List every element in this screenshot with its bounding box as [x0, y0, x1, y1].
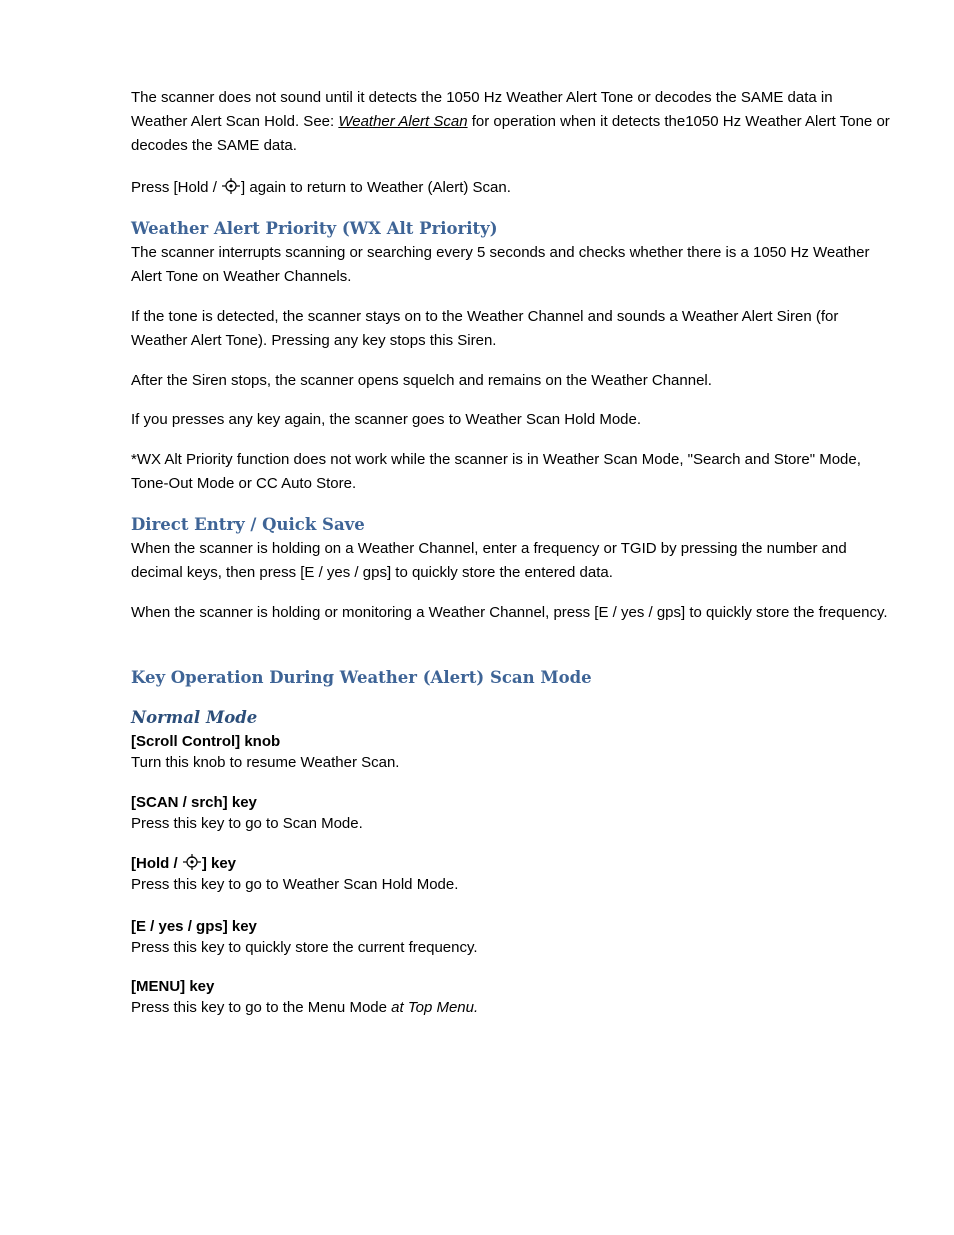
key-description: Press this key to go to Scan Mode.: [131, 815, 363, 832]
key-description: Press this key to quickly store the current frequency.: [131, 939, 478, 956]
key-item-e-yes-gps: [131, 917, 891, 959]
priority-paragraph-4: If you presses any key again, the scanner goes to Weather Scan Hold Mode.: [131, 411, 642, 428]
key-description: [131, 997, 891, 1019]
key-item-menu: [131, 977, 891, 1019]
gps-crosshair-icon: [182, 853, 202, 871]
direct-entry-paragraph-1: When the scanner is holding on a Weather Channel, enter a frequency or TGID by pressing the number and decimal keys, then press [E / yes / gps] to quickly store the entered data.: [131, 540, 847, 581]
priority-heading: Weather Alert Priority (WX Alt Priority): [131, 219, 498, 238]
priority-section: [131, 217, 891, 241]
priority-paragraph-3: After the Siren stops, the scanner opens squelch and remains on the Weather Channel.: [131, 372, 712, 389]
weather-alert-scan-link[interactable]: Weather Alert Scan: [338, 113, 468, 130]
key-description: Turn this knob to resume Weather Scan.: [131, 754, 400, 771]
key-item-scan-srch: [131, 793, 891, 835]
key-label-part: ] key: [201, 855, 237, 872]
intro-text-b: for operation when it detects the1050 Hz Weather Alert Tone or decodes the SAME data.: [131, 113, 890, 154]
key-item-hold: [131, 853, 891, 896]
priority-paragraph-1: The scanner interrupts scanning or searching every 5 seconds and checks whether there is a 1050 Hz Weather Alert Tone on Weather Channels.: [131, 244, 870, 285]
key-label: [E / yes / gps] key: [131, 918, 257, 935]
key-description: Press this key to go to Weather Scan Hold Mode.: [131, 876, 459, 893]
priority-paragraph-2: If the tone is detected, the scanner stays on to the Weather Channel and sounds a Weather Alert Siren (for Weather Alert Tone). Pressing any key stops this Siren.: [131, 308, 839, 349]
key-label-part: [Hold /: [131, 855, 182, 872]
key-item-scroll-control: [131, 732, 891, 774]
intro-paragraph-2: [131, 176, 891, 200]
gps-crosshair-icon: [221, 177, 241, 195]
key-label: [MENU] key: [131, 978, 215, 995]
intro-paragraph-1: [131, 86, 891, 158]
key-operation-heading: Key Operation During Weather (Alert) Scan Mode: [131, 668, 592, 687]
intro-press-text: Press [Hold /: [131, 179, 222, 196]
key-label: [Scroll Control] knob: [131, 733, 281, 750]
top-menu-text: at Top Menu.: [391, 999, 479, 1016]
priority-paragraph-5: *WX Alt Priority function does not work while the scanner is in Weather Scan Mode, "Search and Store" Mode, Tone-Out Mode or CC Auto Store.: [131, 451, 861, 492]
direct-entry-paragraph-2: When the scanner is holding or monitoring a Weather Channel, press [E / yes / gps] to quickly store the frequency.: [131, 604, 888, 621]
key-label: [131, 853, 891, 874]
key-label: [SCAN / srch] key: [131, 794, 257, 811]
intro-text-a: The scanner does not sound until it detects the 1050 Hz Weather Alert Tone or decodes the SAME data in Weather Alert Scan Hold. See:: [131, 89, 833, 130]
direct-entry-heading: Direct Entry / Quick Save: [131, 515, 365, 534]
normal-mode-heading: Normal Mode: [131, 708, 258, 727]
intro-return-text: ] again to return to Weather (Alert) Scan.: [241, 179, 511, 196]
menu-desc-text: Press this key to go to the Menu Mode: [131, 999, 392, 1016]
